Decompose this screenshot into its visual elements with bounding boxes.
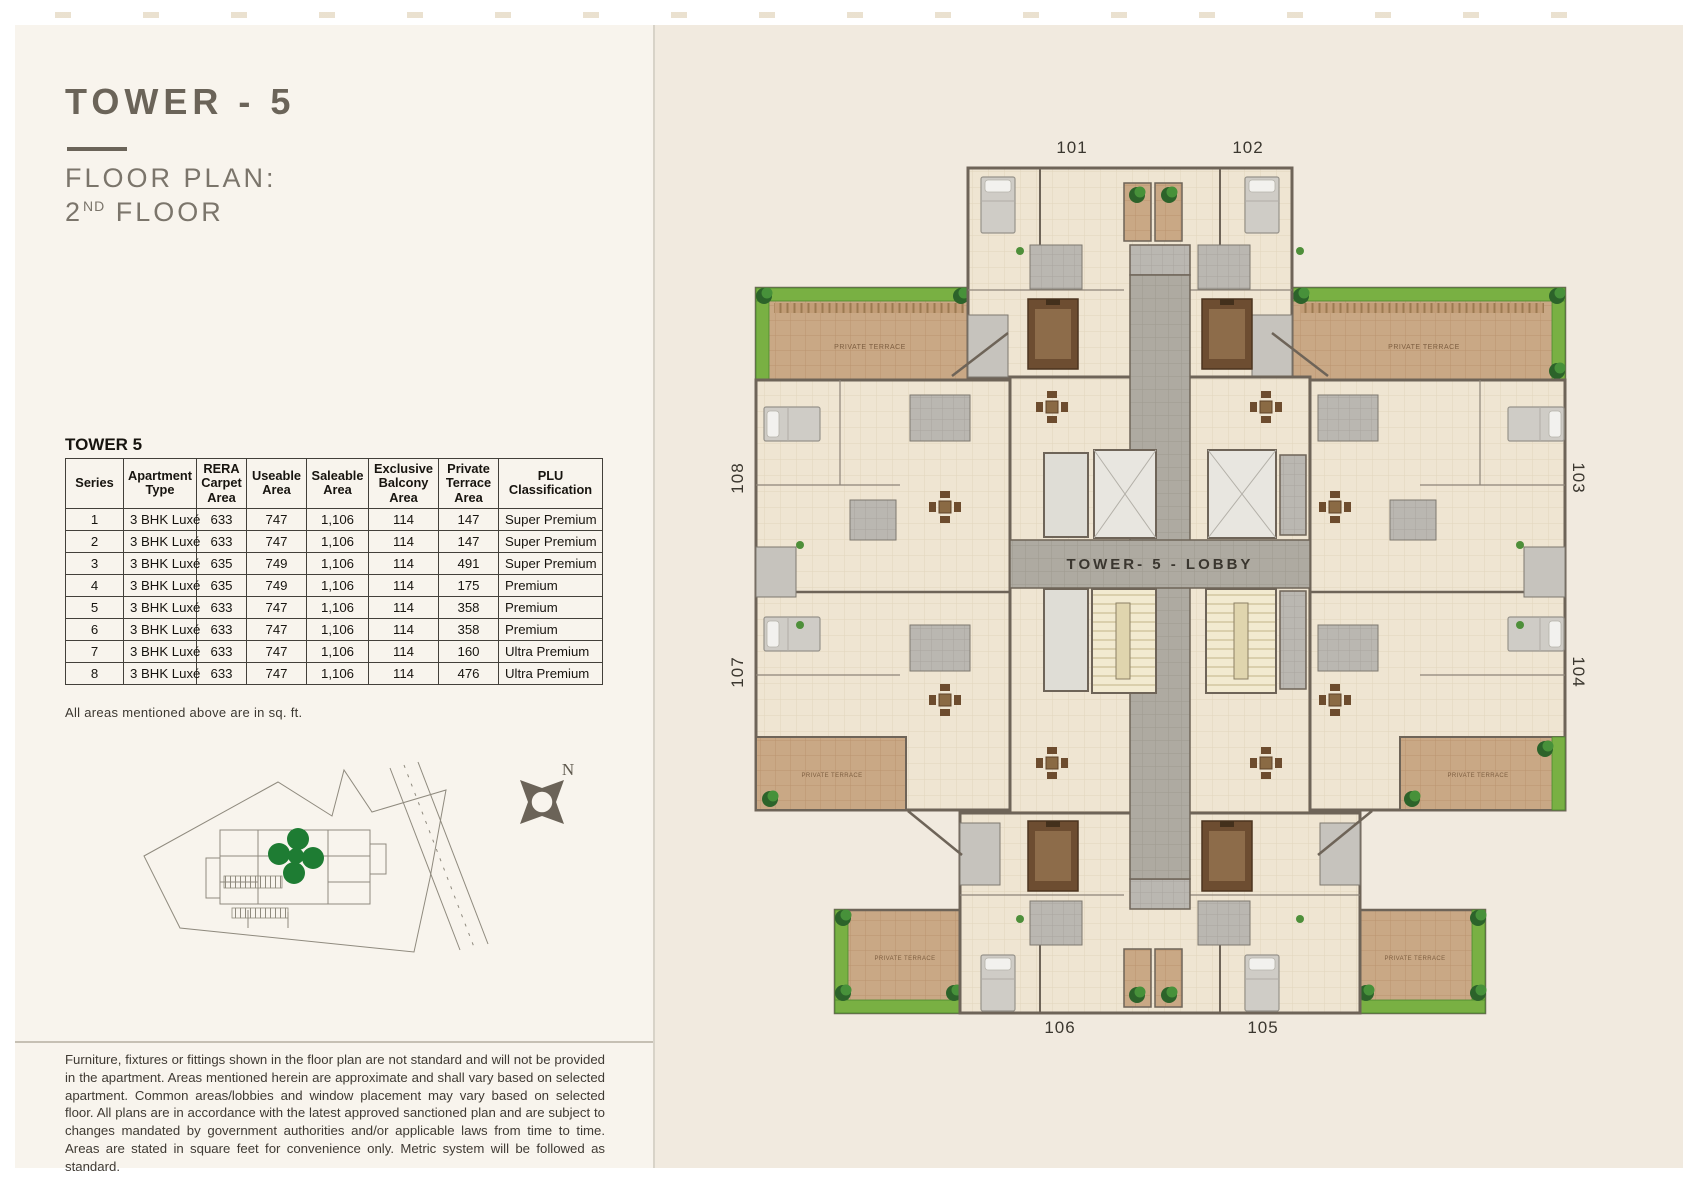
table-cell: 8 (66, 662, 124, 684)
table-cell: 3 BHK Luxé (124, 596, 197, 618)
floor-subtitle (65, 197, 224, 228)
bathroom (1030, 901, 1082, 945)
staircase (1206, 589, 1276, 693)
table-cell: 3 BHK Luxé (124, 530, 197, 552)
column-header: Exclusive Balcony Area (369, 459, 439, 509)
terrace-label: PRIVATE TERRACE (874, 956, 936, 962)
lobby-label: TOWER- 5 - LOBBY (1066, 556, 1254, 573)
table-cell: 358 (439, 596, 499, 618)
table-cell: 3 BHK Luxé (124, 508, 197, 530)
table-cell: 114 (369, 596, 439, 618)
site-hatched-strip (224, 876, 282, 888)
table-cell: 747 (247, 530, 307, 552)
bed (1245, 177, 1279, 233)
left-column (15, 25, 653, 1174)
terrace-wing-upper-left (756, 288, 970, 381)
bed (764, 617, 820, 651)
balcony (968, 315, 1008, 377)
balcony (1320, 823, 1360, 885)
pergola-slats (774, 303, 964, 313)
table-row (66, 640, 603, 662)
bathroom (1318, 625, 1378, 671)
unit-label-107: 107 (728, 656, 747, 688)
staircase (1092, 589, 1156, 693)
bathroom (850, 500, 896, 540)
table-cell: Ultra Premium (499, 662, 603, 684)
terrace-label: PRIVATE TERRACE (1388, 344, 1460, 351)
unit-label-106: 106 (1044, 1018, 1076, 1037)
unit-label-101: 101 (1056, 138, 1088, 157)
utility-shaft (1280, 455, 1306, 535)
table-cell: 747 (247, 662, 307, 684)
unit-label-104: 104 (1569, 656, 1588, 688)
terrace-label: PRIVATE TERRACE (1384, 956, 1446, 962)
floor-plan-panel (655, 25, 1683, 1168)
table-cell: Premium (499, 618, 603, 640)
table-cell: 147 (439, 508, 499, 530)
table-cell: 3 BHK Luxé (124, 662, 197, 684)
page-subtitle: FLOOR PLAN: (65, 163, 277, 193)
table-row (66, 508, 603, 530)
table-cell: 4 (66, 574, 124, 596)
table-cell: 635 (197, 552, 247, 574)
table-cell: 3 BHK Luxé (124, 574, 197, 596)
column-header: RERA Carpet Area (197, 459, 247, 509)
bathroom (1390, 500, 1436, 540)
sofa-console (1028, 299, 1078, 369)
sofa-console (1202, 299, 1252, 369)
terrace-wing-upper-right (1292, 288, 1566, 381)
header-row (66, 459, 603, 509)
highlighted-tower-marker (268, 828, 324, 884)
terrace-wing-bottom-right (1358, 910, 1487, 1014)
column-header: Series (66, 459, 124, 509)
table-cell: 1,106 (307, 596, 369, 618)
service-core (1130, 879, 1190, 909)
table-cell: 3 BHK Luxé (124, 640, 197, 662)
table-cell: 114 (369, 618, 439, 640)
unit-block-right (1310, 380, 1565, 810)
table-cell: 358 (439, 618, 499, 640)
table-cell: 1,106 (307, 552, 369, 574)
bed (1508, 617, 1564, 651)
pergola-slats (1300, 303, 1544, 313)
table-heading: TOWER 5 (65, 435, 143, 454)
elevator-shaft (1208, 450, 1276, 538)
bathroom (1198, 245, 1250, 289)
table-cell: 747 (247, 596, 307, 618)
bathroom (1198, 901, 1250, 945)
table-cell: 114 (369, 574, 439, 596)
table-cell: 114 (369, 662, 439, 684)
bed (981, 955, 1015, 1011)
table-cell: 633 (197, 662, 247, 684)
table-cell: 749 (247, 574, 307, 596)
area-table-body (66, 508, 603, 684)
table-cell: 635 (197, 574, 247, 596)
table-cell: 633 (197, 508, 247, 530)
table-cell: 633 (197, 596, 247, 618)
table-cell: 1,106 (307, 662, 369, 684)
torn-edge-decoration (55, 12, 1625, 18)
floor-number: 2 (65, 197, 84, 227)
lift (1044, 453, 1088, 537)
unit-label-103: 103 (1569, 462, 1588, 494)
table-cell: 1,106 (307, 508, 369, 530)
title-underline (67, 147, 127, 151)
bathroom (910, 395, 970, 441)
table-cell: 491 (439, 552, 499, 574)
compass-north-label: N (561, 760, 575, 779)
table-row (66, 618, 603, 640)
table-cell: 747 (247, 640, 307, 662)
table-cell: 114 (369, 552, 439, 574)
bed (981, 177, 1015, 233)
table-cell: Super Premium (499, 552, 603, 574)
table-cell: 633 (197, 530, 247, 552)
service-core (1130, 245, 1190, 275)
bed (1508, 407, 1564, 441)
table-cell: Premium (499, 574, 603, 596)
balcony (1252, 315, 1292, 377)
column-header: Apartment Type (124, 459, 197, 509)
balcony (960, 823, 1000, 885)
column-header: Private Terrace Area (439, 459, 499, 509)
table-cell: 3 BHK Luxé (124, 618, 197, 640)
terrace-label: PRIVATE TERRACE (801, 773, 863, 779)
table-cell: 747 (247, 508, 307, 530)
sofa-console (1202, 821, 1252, 891)
table-cell: Super Premium (499, 508, 603, 530)
site-plan-sketch (128, 760, 520, 960)
area-table-head (66, 459, 603, 509)
unit-label-108: 108 (728, 462, 747, 494)
unit-label-102: 102 (1232, 138, 1264, 157)
table-cell: 6 (66, 618, 124, 640)
area-table (65, 458, 603, 685)
unit-block-left (756, 380, 1010, 810)
column-header: Saleable Area (307, 459, 369, 509)
bathroom (910, 625, 970, 671)
table-cell: 2 (66, 530, 124, 552)
table-row (66, 530, 603, 552)
floor-ordinal: ND (83, 198, 106, 214)
site-hatched-strip2 (232, 908, 288, 918)
table-cell: 747 (247, 618, 307, 640)
floor-word: FLOOR (105, 197, 224, 227)
column-header: PLU Classification (499, 459, 603, 509)
table-cell: 3 BHK Luxé (124, 552, 197, 574)
bed (1245, 955, 1279, 1011)
disclaimer-text: Furniture, fixtures or fittings shown in the floor plan are not standard and will not be provided in the apartment. Areas mentioned herein are approximate and shall vary based on selected apartment. Common areas/lobbies and window placement may vary based on selected floor. All plans are in accordance with the latest approved sanctioned plan and are subject to changes mandated by government authorities and/or applicable laws from time to time. Areas are stated in square feet for convenience only. Metric system will be followed as standard. (65, 1052, 605, 1174)
table-cell: Super Premium (499, 530, 603, 552)
terrace-wing-bottom-left (835, 910, 963, 1014)
table-cell: 147 (439, 530, 499, 552)
utility-shaft (1280, 591, 1306, 689)
table-row (66, 574, 603, 596)
bathroom (1030, 245, 1082, 289)
table-cell: 1 (66, 508, 124, 530)
balcony (756, 547, 796, 597)
floor-plan-drawing (700, 155, 1580, 1035)
table-cell: 749 (247, 552, 307, 574)
table-row (66, 662, 603, 684)
table-cell: 1,106 (307, 640, 369, 662)
table-cell: 633 (197, 618, 247, 640)
table-cell: 7 (66, 640, 124, 662)
sofa-console (1028, 821, 1078, 891)
table-cell: 175 (439, 574, 499, 596)
unit-label-105: 105 (1247, 1018, 1279, 1037)
table-cell: 633 (197, 640, 247, 662)
bathroom (1318, 395, 1378, 441)
balcony (1524, 547, 1565, 597)
bed (764, 407, 820, 441)
table-cell: 476 (439, 662, 499, 684)
column-header: Useable Area (247, 459, 307, 509)
table-row (66, 596, 603, 618)
table-cell: 114 (369, 640, 439, 662)
page-title: TOWER - 5 (65, 81, 296, 122)
compass-hub (531, 791, 553, 813)
table-cell: 1,106 (307, 530, 369, 552)
table-cell: 5 (66, 596, 124, 618)
horizontal-divider (15, 1041, 653, 1043)
table-cell: Ultra Premium (499, 640, 603, 662)
table-row (66, 552, 603, 574)
table-cell: 1,106 (307, 618, 369, 640)
terrace-label: PRIVATE TERRACE (834, 344, 906, 351)
table-footnote: All areas mentioned above are in sq. ft. (65, 705, 303, 720)
lift (1044, 589, 1088, 691)
table-cell: 3 (66, 552, 124, 574)
table-cell: 1,106 (307, 574, 369, 596)
elevator-shaft (1094, 450, 1156, 538)
table-cell: 160 (439, 640, 499, 662)
compass-rose (506, 756, 582, 840)
table-cell: Premium (499, 596, 603, 618)
table-cell: 114 (369, 530, 439, 552)
table-cell: 114 (369, 508, 439, 530)
terrace-label: PRIVATE TERRACE (1447, 773, 1509, 779)
